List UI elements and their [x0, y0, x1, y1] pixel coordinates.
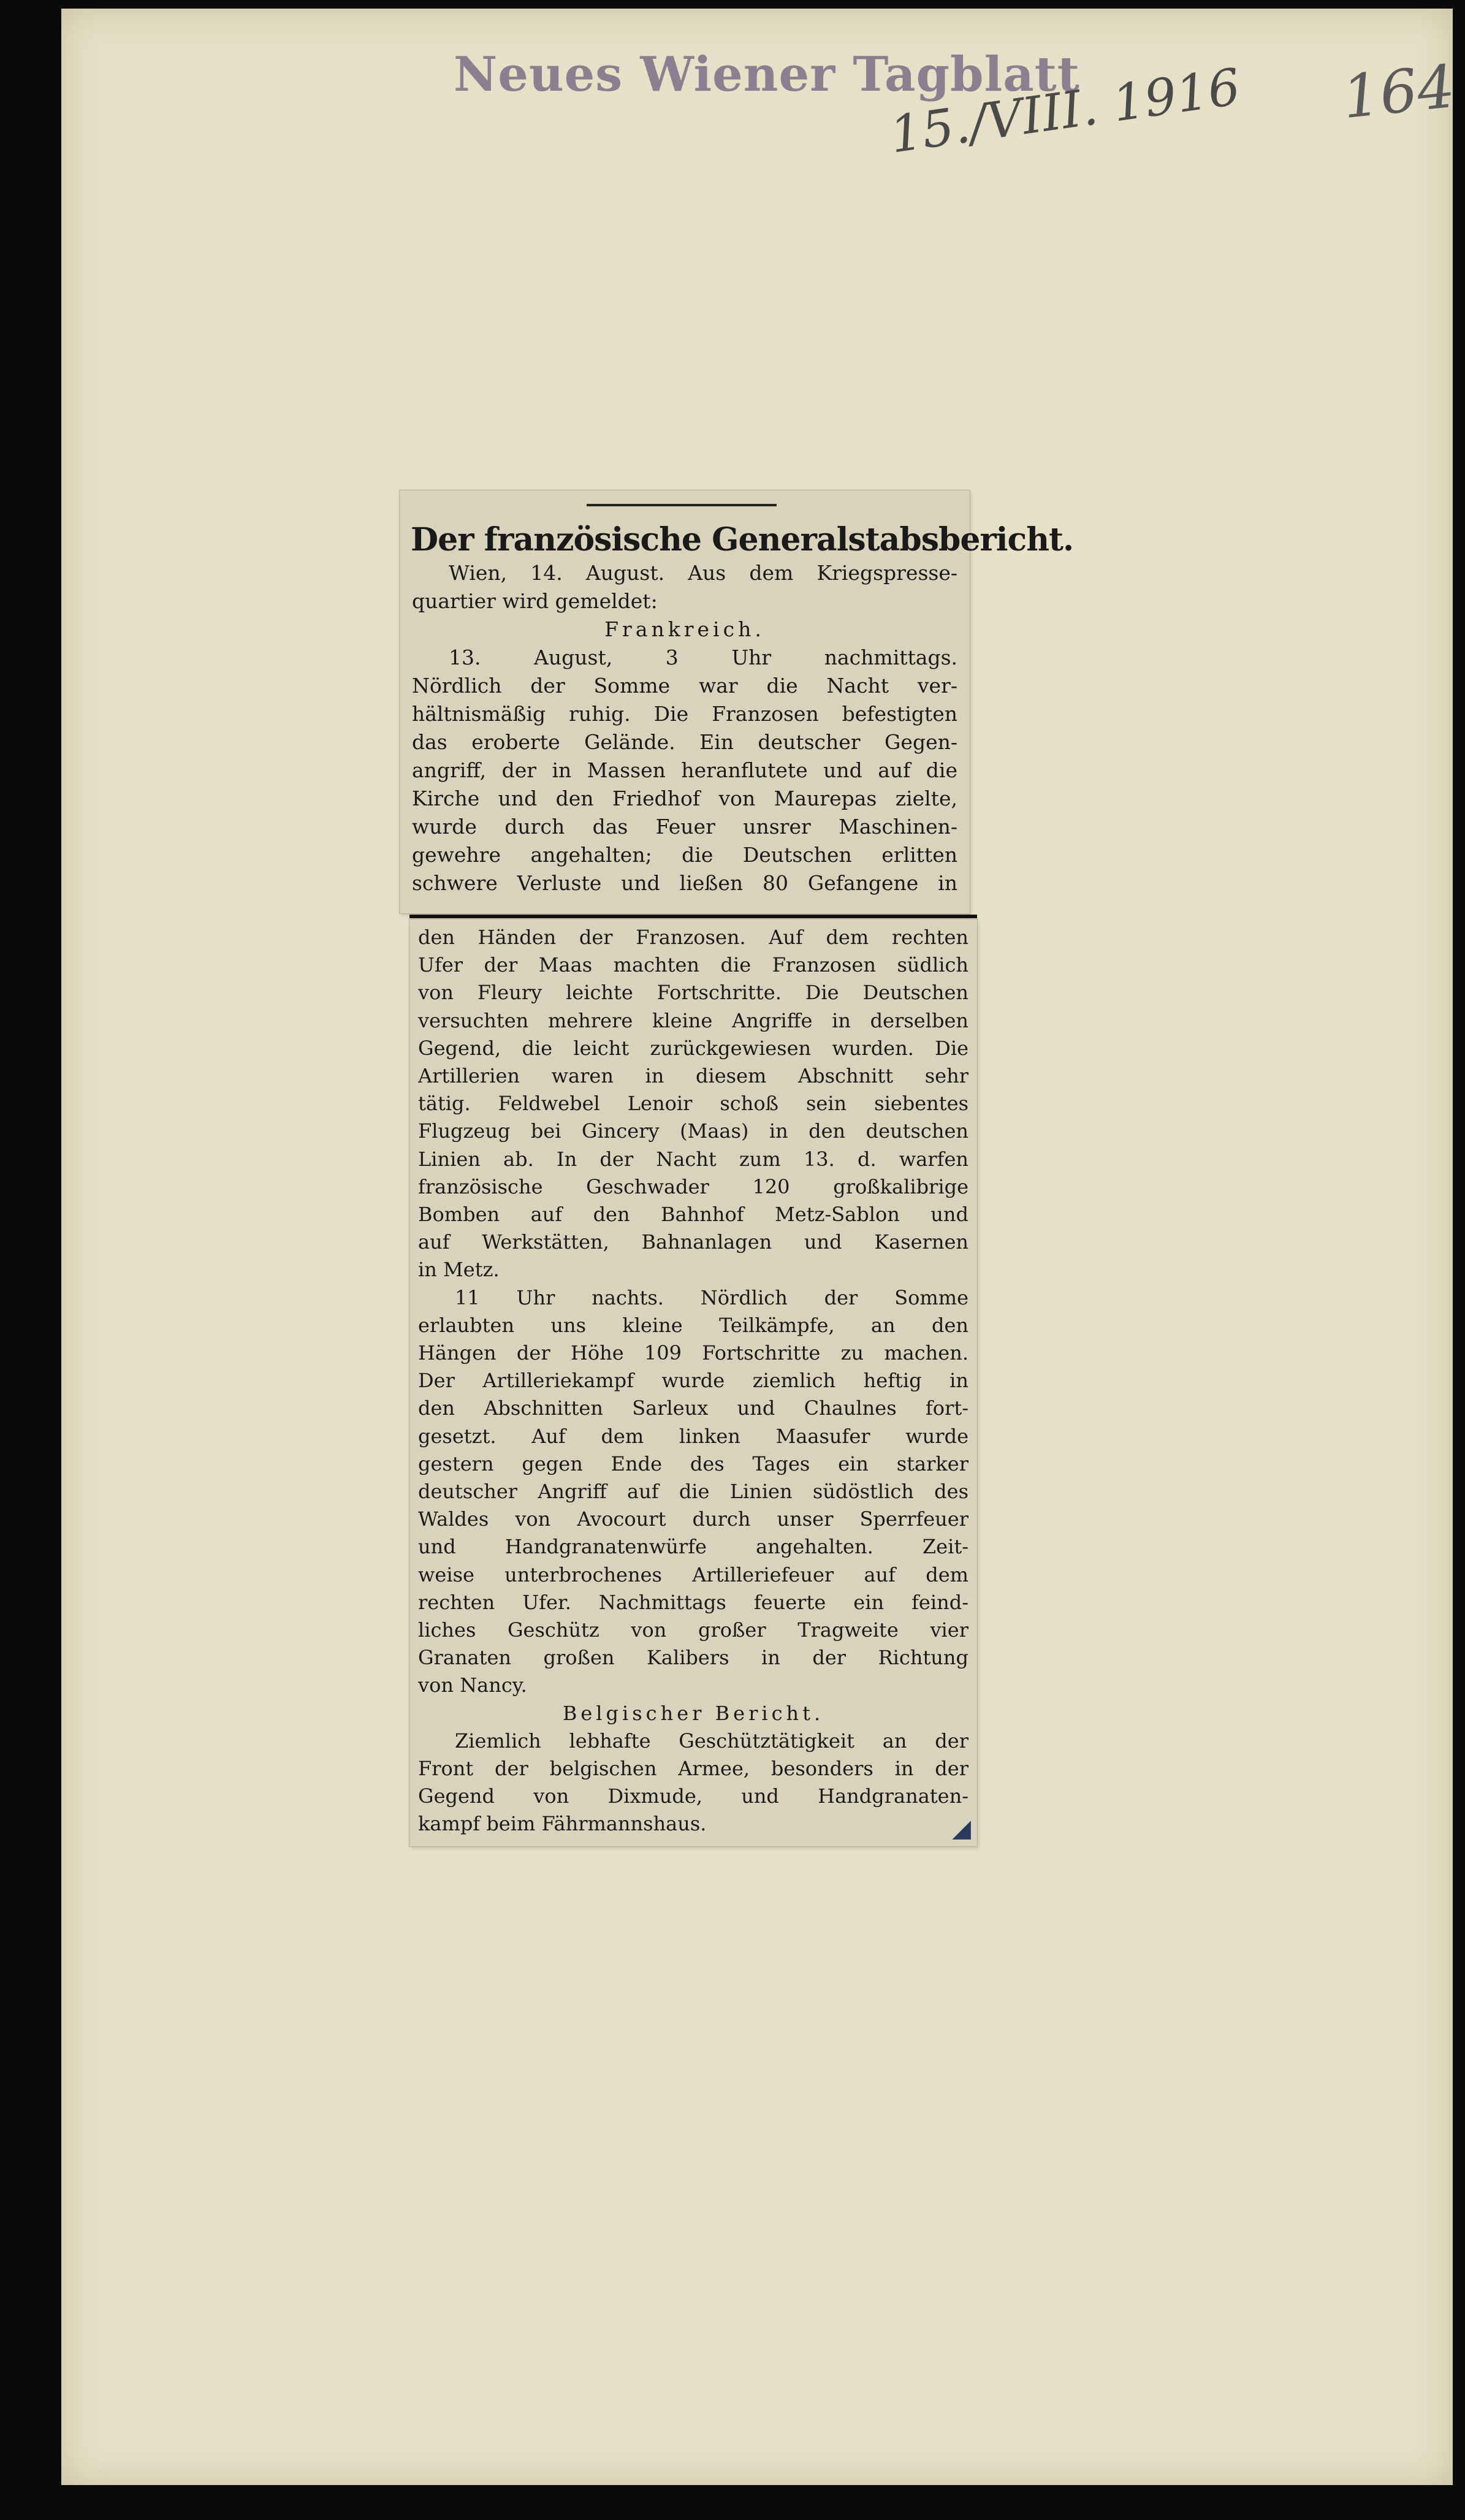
article-line: 11 Uhr nachts. Nördlich der Somme [455, 1285, 968, 1309]
article-line: Artillerien waren in diesem Abschnitt sehr [418, 1064, 968, 1087]
cut-edge [409, 915, 977, 918]
article-line: Frankreich. [604, 617, 765, 641]
article-line: versuchten mehrere kleine Angriffe in derselben [418, 1008, 968, 1032]
article-line: quartier wird gemeldet: [412, 589, 658, 613]
article-line: deutscher Angriff auf die Linien südöstlich des [418, 1480, 968, 1503]
article-line: Gegend von Dixmude, und Handgranaten- [418, 1784, 968, 1808]
article-line: kampf beim Fährmannshaus. [418, 1812, 707, 1836]
article-line: Kirche und den Friedhof von Maurepas zielte, [412, 786, 957, 810]
clipping-part-2 [409, 919, 977, 1846]
article-line: Belgischer Bericht. [562, 1701, 824, 1725]
article-line: Bomben auf den Bahnhof Metz-Sablon und [418, 1203, 968, 1226]
article-line: hältnismäßig ruhig. Die Franzosen befestigten [412, 702, 957, 726]
article-line: Nördlich der Somme war die Nacht ver- [412, 674, 957, 698]
folio-number: 164 [1339, 51, 1458, 132]
article-line: Ufer der Maas machten die Franzosen südlich [418, 953, 968, 977]
article-line: schwere Verluste und ließen 80 Gefangene in [412, 871, 957, 895]
article-line: angriff, der in Massen heranflutete und auf die [412, 758, 957, 782]
article-line: Front der belgischen Armee, besonders in der [418, 1757, 968, 1780]
article-line: und Handgranatenwürfe angehalten. Zeit- [418, 1535, 968, 1559]
article-line: Der Artilleriekampf wurde ziemlich heftig in [418, 1369, 968, 1393]
article-line: von Fleury leichte Fortschritte. Die Deutschen [418, 981, 968, 1005]
article-line: gesetzt. Auf dem linken Maasufer wurde [418, 1424, 968, 1448]
article-line: den Händen der Franzosen. Auf dem rechten [418, 926, 968, 949]
corner-mark: ◢ [952, 1814, 971, 1843]
article-line: Ziemlich lebhafte Geschütztätigkeit an der [455, 1729, 968, 1753]
article-line: das eroberte Gelände. Ein deutscher Gegen- [412, 730, 957, 754]
article-line: von Nancy. [418, 1673, 527, 1697]
article-line: Granaten großen Kalibers in der Richtung [418, 1646, 968, 1670]
article-line: gestern gegen Ende des Tages ein starker [418, 1452, 968, 1475]
article-line: gewehre angehalten; die Deutschen erlitten [412, 843, 957, 867]
article-line: französische Geschwader 120 großkalibrige [418, 1174, 968, 1198]
headline-rule [587, 504, 777, 506]
article-line: erlaubten uns kleine Teilkämpfe, an den [418, 1313, 968, 1337]
article-line: Wien, 14. August. Aus dem Kriegspresse- [449, 561, 957, 585]
article-line: wurde durch das Feuer unsrer Maschinen- [412, 815, 957, 839]
article-line: rechten Ufer. Nachmittags feuerte ein feind- [418, 1590, 968, 1614]
handwritten-date: 15./VIII. 1916 [886, 58, 1244, 165]
article-line: auf Werkstätten, Bahnanlagen und Kasernen [418, 1230, 968, 1254]
newspaper-stamp: Neues Wiener Tagblatt [454, 47, 1080, 102]
article-line: in Metz. [418, 1258, 500, 1282]
article-line: liches Geschütz von großer Tragweite vier [418, 1618, 968, 1642]
article-line: Waldes von Avocourt durch unser Sperrfeuer [418, 1507, 968, 1531]
article-line: weise unterbrochenes Artilleriefeuer auf dem [418, 1563, 968, 1586]
article-line: Flugzeug bei Gincery (Maas) in den deutschen [418, 1119, 968, 1143]
article-headline: Der französische Generalstabsbericht. [411, 521, 1074, 558]
article-line: Hängen der Höhe 109 Fortschritte zu machen. [418, 1341, 968, 1365]
article-line: 13. August, 3 Uhr nachmittags. [449, 645, 957, 669]
article-line: tätig. Feldwebel Lenoir schoß sein siebentes [418, 1092, 968, 1116]
clipping-part-1 [400, 490, 1074, 913]
article-line: Linien ab. In der Nacht zum 13. d. warfen [418, 1147, 968, 1171]
article-line: Gegend, die leicht zurückgewiesen wurden. Die [418, 1036, 968, 1060]
article-line: den Abschnitten Sarleux und Chaulnes fort- [418, 1396, 968, 1420]
